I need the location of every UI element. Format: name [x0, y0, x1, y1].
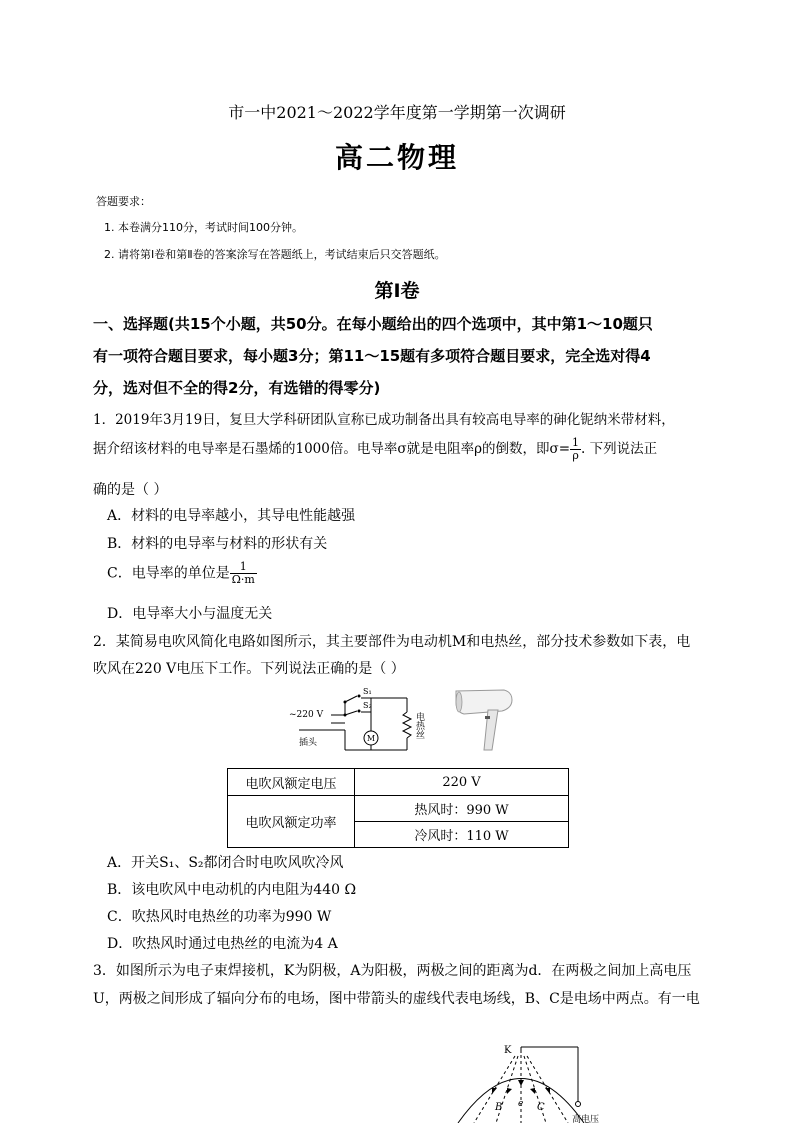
question-3-line: 3．如图所示为电子束焊接机，K为阴极，A为阳极，两极之间的距离为d．在两极之间加上高电压 [93, 963, 692, 979]
supply-voltage-label: ~220 V [289, 710, 324, 720]
question-1-text: . 下列说法正 [581, 441, 658, 457]
fraction-denominator: Ω·m [231, 573, 255, 586]
hair-dryer-image [454, 688, 516, 758]
option-c-text: C．电导率的单位是 [107, 565, 230, 582]
section-instruction-line: 一、选择题(共15个小题，共50分。在每小题给出的四个选项中，其中第1～10题只 [93, 315, 653, 333]
question-2-line: 2．某简易电吹风简化电路如图所示，其主要部件为电动机M和电热丝，部分技术参数如下表，电 [93, 634, 691, 650]
section-instruction-line: 分，选对但不全的得2分，有选错的得零分) [93, 379, 381, 397]
option-b: B．该电吹风中电动机的内电阻为440 Ω [107, 882, 357, 898]
plug-label: 插头 [299, 738, 318, 748]
option-a: A．材料的电导率越小，其导电性能越强 [107, 508, 356, 524]
switch-s2-label: S₂ [363, 701, 372, 710]
hair-dryer-spec-table [227, 768, 569, 848]
question-1-line: 1．2019年3月19日，复旦大学科研团队宣称已成功制备出具有较高电导率的砷化铌纳米带材料， [93, 412, 675, 428]
requirement-item: 1. 本卷满分110分，考试时间100分钟。 [104, 221, 303, 234]
table-cell: 电吹风额定电压 [228, 769, 355, 796]
high-voltage-label: 高电压 [572, 1115, 600, 1123]
motor-label: M [366, 734, 376, 743]
requirements-heading: 答题要求： [96, 195, 151, 208]
table-row [228, 769, 569, 796]
table-cell: 220 V [355, 769, 569, 796]
question-1-line [93, 437, 657, 462]
point-b-label: B [495, 1102, 503, 1113]
exam-subtitle: 市一中2021～2022学年度第一学期第一次调研 [228, 103, 566, 122]
option-d: D．电导率大小与温度无关 [107, 606, 273, 622]
volume-title: 第Ⅰ卷 [374, 280, 420, 302]
exam-title: 高二物理 [334, 141, 459, 174]
question-3-line: U，两极之间形成了辐向分布的电场，图中带箭头的虚线代表电场线，B、C是电场中两点。有一电 [93, 991, 700, 1007]
hair-dryer-circuit-diagram [285, 684, 445, 759]
switch-s1-label: S₁ [363, 687, 372, 696]
point-c-label: C [537, 1102, 545, 1113]
option-c [107, 561, 257, 586]
question-2-line: 吹风在220 V电压下工作。下列说法正确的是（ ） [93, 661, 405, 677]
option-d: D．吹热风时通过电热丝的电流为4 A [107, 936, 338, 952]
requirement-item: 2. 请将第Ⅰ卷和第Ⅱ卷的答案涂写在答题纸上，考试结束后只交答题纸。 [104, 248, 446, 261]
section-instruction-line: 有一项符合题目要求，每小题3分；第11～15题有多项符合题目要求，完全选对得4 [93, 347, 651, 365]
unit-fraction [230, 561, 257, 586]
question-1-line: 确的是（ ） [93, 482, 168, 498]
option-c: C．吹热风时电热丝的功率为990 W [107, 909, 332, 925]
cathode-label-k: K [504, 1045, 512, 1056]
option-a: A．开关S₁、S₂都闭合时电吹风吹冷风 [107, 855, 344, 871]
fraction-denominator: ρ [572, 449, 579, 462]
fraction-numerator: 1 [572, 436, 580, 449]
table-row [228, 796, 569, 822]
question-1-text: 据介绍该材料的电导率是石墨烯的1000倍。电导率σ就是电阻率ρ的倒数，即σ= [93, 441, 571, 457]
electron-label-e: e [518, 1099, 524, 1109]
table-cell: 冷风时：110 W [355, 822, 569, 848]
table-cell: 热风时：990 W [355, 796, 569, 822]
fraction-numerator: 1 [230, 561, 257, 574]
option-b: B．材料的电导率与材料的形状有关 [107, 536, 328, 552]
conductivity-fraction [570, 437, 581, 462]
electron-beam-welder-diagram [452, 1040, 622, 1123]
heater-label: 电热丝 [414, 712, 424, 739]
table-cell: 电吹风额定功率 [228, 796, 355, 848]
